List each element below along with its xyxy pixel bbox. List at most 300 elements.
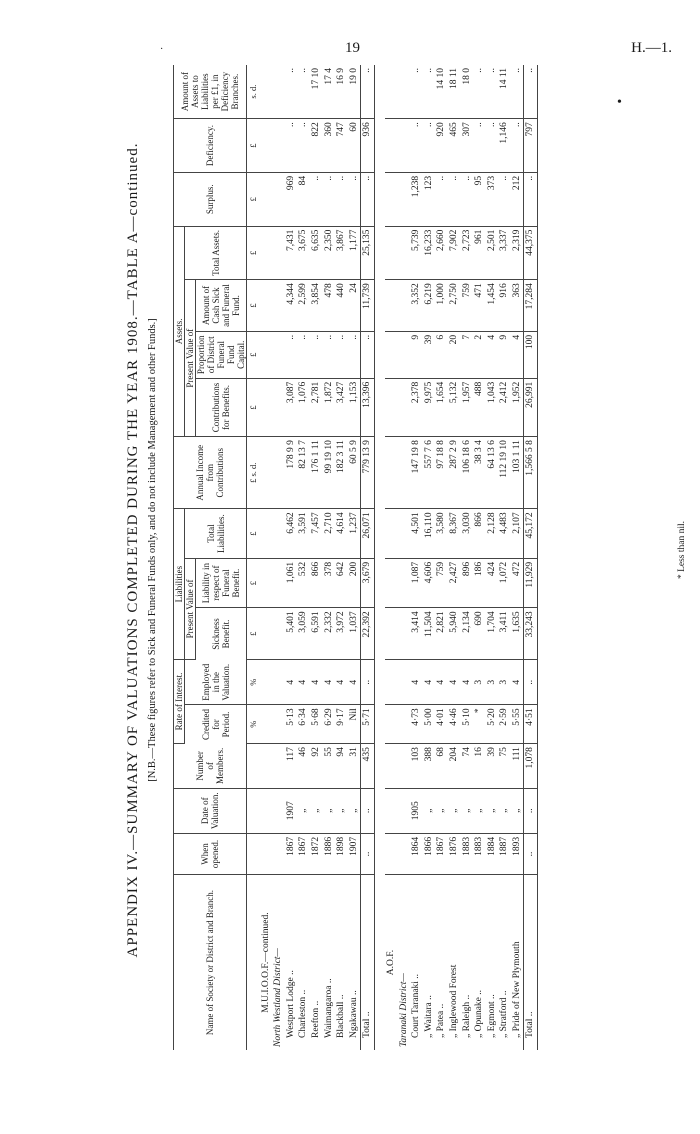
cell-credited: 9·17: [335, 705, 348, 744]
cell-total-liab: 3,580: [435, 509, 448, 559]
cell-sickness: 5,940: [448, 608, 461, 660]
cell-contrib: 488: [473, 378, 486, 436]
table-row: [511, 65, 524, 1050]
cell-cash: 3,352: [410, 280, 423, 332]
branch-name: Westport Lodge ..: [285, 970, 296, 1038]
table-row: [285, 65, 298, 1050]
cell-employed: 4: [410, 659, 423, 704]
empty-cell: [260, 833, 273, 874]
cell-date: „: [335, 788, 348, 833]
cell-surplus: ..: [335, 172, 348, 226]
cell-cash: 1,000: [435, 280, 448, 332]
unit-cell: £: [247, 119, 260, 173]
unit-cell: £: [247, 509, 260, 559]
spacer-cell: [374, 65, 385, 1050]
empty-cell: [398, 833, 411, 874]
cell-per-pound: 17 10: [310, 65, 323, 119]
total-cash: 17,284: [524, 280, 538, 332]
cell-contrib: 1,076: [297, 378, 310, 436]
cell-credited: 5·00: [423, 705, 436, 744]
cell-sickness: 5,401: [285, 608, 298, 660]
table-row: [335, 65, 348, 1050]
cell-surplus: 95: [473, 172, 486, 226]
table-row: [423, 65, 436, 1050]
unit-cell: £: [247, 378, 260, 436]
total-members: 1,078: [524, 744, 538, 789]
cell-surplus: 123: [423, 172, 436, 226]
cell-date: „: [348, 788, 361, 833]
table-row: [435, 65, 448, 1050]
empty-cell: [260, 331, 273, 378]
total-surplus: ..: [524, 172, 538, 226]
cell-date: „: [310, 788, 323, 833]
total-date: ..: [524, 788, 538, 833]
cell-funeral: 4,606: [423, 558, 436, 608]
spacer-row: [374, 65, 385, 1050]
unit-cell: £: [247, 172, 260, 226]
header-when-opened: When opened.: [174, 833, 247, 874]
cell-income: 82 13 7: [297, 437, 310, 509]
branch-name: Blackball ..: [336, 994, 347, 1038]
cell-proportion: ..: [323, 331, 336, 378]
total-employed: ..: [361, 659, 375, 704]
cell-proportion: ..: [285, 331, 298, 378]
cell-sickness: 690: [473, 608, 486, 660]
empty-cell: [272, 331, 285, 378]
cell-total-assets: 2,319: [511, 226, 524, 280]
cell-contrib: 1,872: [323, 378, 336, 436]
empty-cell: [260, 119, 273, 173]
unit-cell: s. d.: [247, 65, 260, 119]
cell-total-assets: 2,660: [435, 226, 448, 280]
unit-cell: [247, 744, 260, 789]
cell-sickness: 3,059: [297, 608, 310, 660]
cell-date: „: [323, 788, 336, 833]
cell-deficiency: 822: [310, 119, 323, 173]
branch-name: „ Egmont ..: [486, 994, 497, 1038]
stray-mark: ·: [160, 44, 164, 55]
cell-proportion: 6: [435, 331, 448, 378]
total-surplus: ..: [361, 172, 375, 226]
empty-cell: [385, 608, 398, 660]
empty-cell: [385, 65, 398, 119]
header-members: Number of Members.: [174, 744, 247, 789]
cell-per-pound: ..: [410, 65, 423, 119]
cell-credited: 4·01: [435, 705, 448, 744]
cell-funeral: 186: [473, 558, 486, 608]
table-note: [N.B.—These figures refer to Sick and Funeral Funds only, and do not include Management and other Funds.]: [147, 318, 158, 782]
cell-contrib: 5,132: [448, 378, 461, 436]
cell-proportion: ..: [335, 331, 348, 378]
cell-employed: 4: [323, 659, 336, 704]
unit-cell: [247, 875, 260, 1050]
empty-cell: [260, 509, 273, 559]
cell-credited: 5·55: [511, 705, 524, 744]
cell-contrib: 2,781: [310, 378, 323, 436]
cell-total-liab: 3,030: [461, 509, 474, 559]
cell-income: 557 7 6: [423, 437, 436, 509]
cell-cash: 759: [461, 280, 474, 332]
society-row: [260, 65, 273, 1050]
empty-cell: [385, 659, 398, 704]
cell-date: „: [423, 788, 436, 833]
cell-employed: 4: [511, 659, 524, 704]
cell-income: 176 1 11: [310, 437, 323, 509]
cell-income: 99 19 10: [323, 437, 336, 509]
table-row: [473, 65, 486, 1050]
cell-sickness: 1,037: [348, 608, 361, 660]
cell-members: 92: [310, 744, 323, 789]
header-proportion: Proportion of District Funeral Fund Capital.: [196, 331, 247, 378]
total-label: Total ..: [361, 875, 375, 1050]
cell-sickness: 1,704: [486, 608, 499, 660]
cell-members: 74: [461, 744, 474, 789]
table-row: [348, 65, 361, 1050]
branch-name: „ Stratford ..: [499, 990, 510, 1038]
empty-cell: [398, 608, 411, 660]
cell-employed: 4: [461, 659, 474, 704]
header-annual-income: Annual Income from Contributions: [174, 437, 247, 509]
society-row: [385, 65, 398, 1050]
cell-total-liab: 2,107: [511, 509, 524, 559]
empty-cell: [398, 65, 411, 119]
header-sickness-benefit: Sickness Benefit.: [196, 608, 247, 660]
empty-cell: [272, 558, 285, 608]
cell-employed: 4: [448, 659, 461, 704]
cell-members: 68: [435, 744, 448, 789]
cell-funeral: 896: [461, 558, 474, 608]
cell-cash: 363: [511, 280, 524, 332]
cell-per-pound: 14 10: [435, 65, 448, 119]
branch-name: Ngakawau ..: [348, 990, 359, 1038]
cell-opened: 1872: [310, 833, 323, 874]
branch-name: „ Pride of New Plymouth: [511, 941, 522, 1038]
cell-funeral: 378: [323, 558, 336, 608]
cell-income: 60 5 9: [348, 437, 361, 509]
empty-cell: [385, 744, 398, 789]
unit-cell: £: [247, 280, 260, 332]
table-row: [461, 65, 474, 1050]
empty-cell: [398, 331, 411, 378]
cell-contrib: 3,427: [335, 378, 348, 436]
cell-total-assets: 3,867: [335, 226, 348, 280]
table-title: APPENDIX IV.—SUMMARY OF VALUATIONS COMPLETED DURING THE YEAR 1908.—TABLE A—continued.: [125, 142, 141, 958]
cell-funeral: 532: [297, 558, 310, 608]
unit-cell: £: [247, 558, 260, 608]
cell-surplus: 212: [511, 172, 524, 226]
total-opened: ..: [361, 833, 375, 874]
total-sickness: 22,392: [361, 608, 375, 660]
cell-opened: 1884: [486, 833, 499, 874]
cell-employed: 4: [335, 659, 348, 704]
cell-cash: 478: [323, 280, 336, 332]
total-sickness: 33,243: [524, 608, 538, 660]
cell-sickness: 2,134: [461, 608, 474, 660]
total-total-assets: 44,375: [524, 226, 538, 280]
cell-cash: 4,344: [285, 280, 298, 332]
cell-cash: 1,454: [486, 280, 499, 332]
cell-employed: 4: [310, 659, 323, 704]
empty-cell: [385, 437, 398, 509]
cell-cash: 471: [473, 280, 486, 332]
empty-cell: [260, 437, 273, 509]
cell-income: 106 18 6: [461, 437, 474, 509]
header-credited: Credited for Period.: [185, 705, 247, 744]
cell-total-assets: 1,177: [348, 226, 361, 280]
empty-cell: [398, 378, 411, 436]
cell-opened: 1876: [448, 833, 461, 874]
cell-funeral: 759: [435, 558, 448, 608]
rotated-table-sheet: [85, 50, 695, 1050]
cell-income: 112 19 10: [498, 437, 511, 509]
cell-members: 117: [285, 744, 298, 789]
cell-credited: 5·10: [461, 705, 474, 744]
total-cash: 11,739: [361, 280, 375, 332]
cell-total-liab: 2,128: [486, 509, 499, 559]
cell-total-assets: 7,902: [448, 226, 461, 280]
total-date: ..: [361, 788, 375, 833]
cell-credited: 4·73: [410, 705, 423, 744]
branch-name: „ Waitara ..: [423, 995, 434, 1038]
total-total-liab: 45,172: [524, 509, 538, 559]
unit-cell: [247, 833, 260, 874]
empty-cell: [260, 608, 273, 660]
cell-contrib: 9,975: [423, 378, 436, 436]
cell-contrib: 1,952: [511, 378, 524, 436]
cell-credited: *: [473, 705, 486, 744]
cell-opened: 1866: [423, 833, 436, 874]
cell-total-liab: 866: [473, 509, 486, 559]
cell-funeral: 424: [486, 558, 499, 608]
cell-funeral: 1,087: [410, 558, 423, 608]
cell-members: 16: [473, 744, 486, 789]
cell-employed: 4: [285, 659, 298, 704]
cell-credited: 6·34: [297, 705, 310, 744]
cell-deficiency: ..: [297, 119, 310, 173]
header-date-valuation: Date of Valuation.: [174, 788, 247, 833]
cell-members: 55: [323, 744, 336, 789]
cell-cash: 2,599: [297, 280, 310, 332]
cell-total-assets: 961: [473, 226, 486, 280]
empty-cell: [272, 172, 285, 226]
header-total-assets: Total Assets.: [185, 226, 247, 280]
cell-contrib: 1,654: [435, 378, 448, 436]
table-body: [247, 65, 538, 1050]
empty-cell: [272, 509, 285, 559]
unit-cell: £ s. d.: [247, 437, 260, 509]
empty-cell: [272, 833, 285, 874]
branch-name: Reefton ..: [310, 1000, 321, 1038]
header-amount-cash: Amount of Cash Sick and Funeral Fund.: [196, 280, 247, 332]
cell-per-pound: 18 0: [461, 65, 474, 119]
cell-employed: 4: [297, 659, 310, 704]
cell-deficiency: ..: [410, 119, 423, 173]
cell-per-pound: ..: [297, 65, 310, 119]
empty-cell: [260, 558, 273, 608]
cell-sickness: 2,332: [323, 608, 336, 660]
empty-cell: [260, 659, 273, 704]
empty-cell: [385, 280, 398, 332]
empty-cell: [260, 280, 273, 332]
branch-name: Charleston ..: [298, 989, 309, 1038]
empty-cell: [398, 226, 411, 280]
header-contributions: Contributions for Benefits.: [196, 378, 247, 436]
cell-deficiency: 60: [348, 119, 361, 173]
unit-row: [247, 65, 260, 1050]
empty-cell: [260, 65, 273, 119]
cell-per-pound: ..: [511, 65, 524, 119]
cell-proportion: 20: [448, 331, 461, 378]
cell-surplus: ..: [448, 172, 461, 226]
table-row: [410, 65, 423, 1050]
cell-surplus: ..: [498, 172, 511, 226]
table-row: [448, 65, 461, 1050]
header-deficiency: Deficiency.: [174, 119, 247, 173]
empty-cell: [398, 437, 411, 509]
cell-sickness: 2,821: [435, 608, 448, 660]
cell-members: 39: [486, 744, 499, 789]
empty-cell: [385, 331, 398, 378]
cell-members: 103: [410, 744, 423, 789]
unit-cell: £: [247, 226, 260, 280]
cell-date: 1905: [410, 788, 423, 833]
cell-income: 147 19 8: [410, 437, 423, 509]
cell-surplus: 373: [486, 172, 499, 226]
cell-per-pound: ..: [423, 65, 436, 119]
empty-cell: [272, 378, 285, 436]
cell-surplus: 1,238: [410, 172, 423, 226]
cell-proportion: 39: [423, 331, 436, 378]
cell-deficiency: ..: [473, 119, 486, 173]
total-funeral: 3,679: [361, 558, 375, 608]
cell-cash: 2,750: [448, 280, 461, 332]
empty-cell: [398, 744, 411, 789]
empty-cell: [385, 558, 398, 608]
cell-members: 388: [423, 744, 436, 789]
cell-opened: 1907: [348, 833, 361, 874]
branch-name: „ Raleigh ..: [461, 994, 472, 1038]
cell-surplus: 84: [297, 172, 310, 226]
cell-total-liab: 4,483: [498, 509, 511, 559]
cell-total-liab: 4,614: [335, 509, 348, 559]
empty-cell: [272, 437, 285, 509]
header-surplus: Surplus.: [174, 172, 247, 226]
header-liabilities: Liabilities: [174, 509, 185, 660]
branch-name: Court Taranaki ..: [411, 973, 422, 1038]
cell-sickness: 1,635: [511, 608, 524, 660]
total-income: 779 13 9: [361, 437, 375, 509]
total-credited: 5·71: [361, 705, 375, 744]
cell-surplus: ..: [310, 172, 323, 226]
page-number: 19: [345, 40, 360, 56]
cell-cash: 24: [348, 280, 361, 332]
empty-cell: [398, 659, 411, 704]
cell-funeral: 2,427: [448, 558, 461, 608]
cell-per-pound: 18 11: [448, 65, 461, 119]
total-proportion: 100: [524, 331, 538, 378]
cell-total-liab: 3,591: [297, 509, 310, 559]
unit-cell: £: [247, 331, 260, 378]
cell-proportion: ..: [310, 331, 323, 378]
cell-credited: 6·29: [323, 705, 336, 744]
empty-cell: [398, 280, 411, 332]
district-name: Taranaki District—: [398, 973, 409, 1047]
empty-cell: [398, 788, 411, 833]
cell-deficiency: 360: [323, 119, 336, 173]
cell-per-pound: 19 0: [348, 65, 361, 119]
empty-cell: [398, 119, 411, 173]
table-row: [323, 65, 336, 1050]
cell-deficiency: 920: [435, 119, 448, 173]
cell-total-liab: 2,710: [323, 509, 336, 559]
cell-surplus: ..: [435, 172, 448, 226]
empty-cell: [385, 509, 398, 559]
cell-employed: 4: [435, 659, 448, 704]
cell-total-assets: 3,337: [498, 226, 511, 280]
cell-credited: 5·68: [310, 705, 323, 744]
empty-cell: [272, 119, 285, 173]
cell-total-assets: 7,431: [285, 226, 298, 280]
cell-total-liab: 1,237: [348, 509, 361, 559]
cell-deficiency: 1,146: [498, 119, 511, 173]
cell-proportion: 4: [486, 331, 499, 378]
cell-opened: 1887: [498, 833, 511, 874]
empty-cell: [272, 788, 285, 833]
table-row: [486, 65, 499, 1050]
total-proportion: ..: [361, 331, 375, 378]
cell-proportion: 4: [511, 331, 524, 378]
cell-opened: 1867: [297, 833, 310, 874]
table-row: [297, 65, 310, 1050]
cell-per-pound: 14 11: [498, 65, 511, 119]
total-members: 435: [361, 744, 375, 789]
cell-total-assets: 16,233: [423, 226, 436, 280]
cell-surplus: ..: [348, 172, 361, 226]
total-total-assets: 25,135: [361, 226, 375, 280]
cell-total-assets: 2,501: [486, 226, 499, 280]
empty-cell: [260, 226, 273, 280]
cell-sickness: 6,591: [310, 608, 323, 660]
empty-cell: [398, 558, 411, 608]
empty-cell: [398, 509, 411, 559]
cell-proportion: 9: [410, 331, 423, 378]
cell-credited: 2·59: [498, 705, 511, 744]
empty-cell: [385, 705, 398, 744]
cell-date: „: [486, 788, 499, 833]
cell-members: 111: [511, 744, 524, 789]
cell-funeral: 642: [335, 558, 348, 608]
empty-cell: [385, 172, 398, 226]
cell-funeral: 1,072: [498, 558, 511, 608]
total-total-liab: 26,071: [361, 509, 375, 559]
cell-total-assets: 3,675: [297, 226, 310, 280]
cell-opened: 1883: [461, 833, 474, 874]
page-reference: H.—1.: [631, 40, 672, 56]
cell-proportion: 9: [498, 331, 511, 378]
branch-name: Waimangaroa ..: [323, 978, 334, 1038]
header-name: Name of Society or District and Branch.: [174, 875, 247, 1050]
district-name: North Westland District—: [273, 948, 284, 1047]
cell-opened: 1867: [435, 833, 448, 874]
total-label: Total ..: [524, 875, 538, 1050]
empty-cell: [272, 608, 285, 660]
cell-total-liab: 4,501: [410, 509, 423, 559]
cell-proportion: ..: [348, 331, 361, 378]
cell-sickness: 11,504: [423, 608, 436, 660]
cell-date: „: [473, 788, 486, 833]
unit-cell: £: [247, 608, 260, 660]
cell-contrib: 1,043: [486, 378, 499, 436]
